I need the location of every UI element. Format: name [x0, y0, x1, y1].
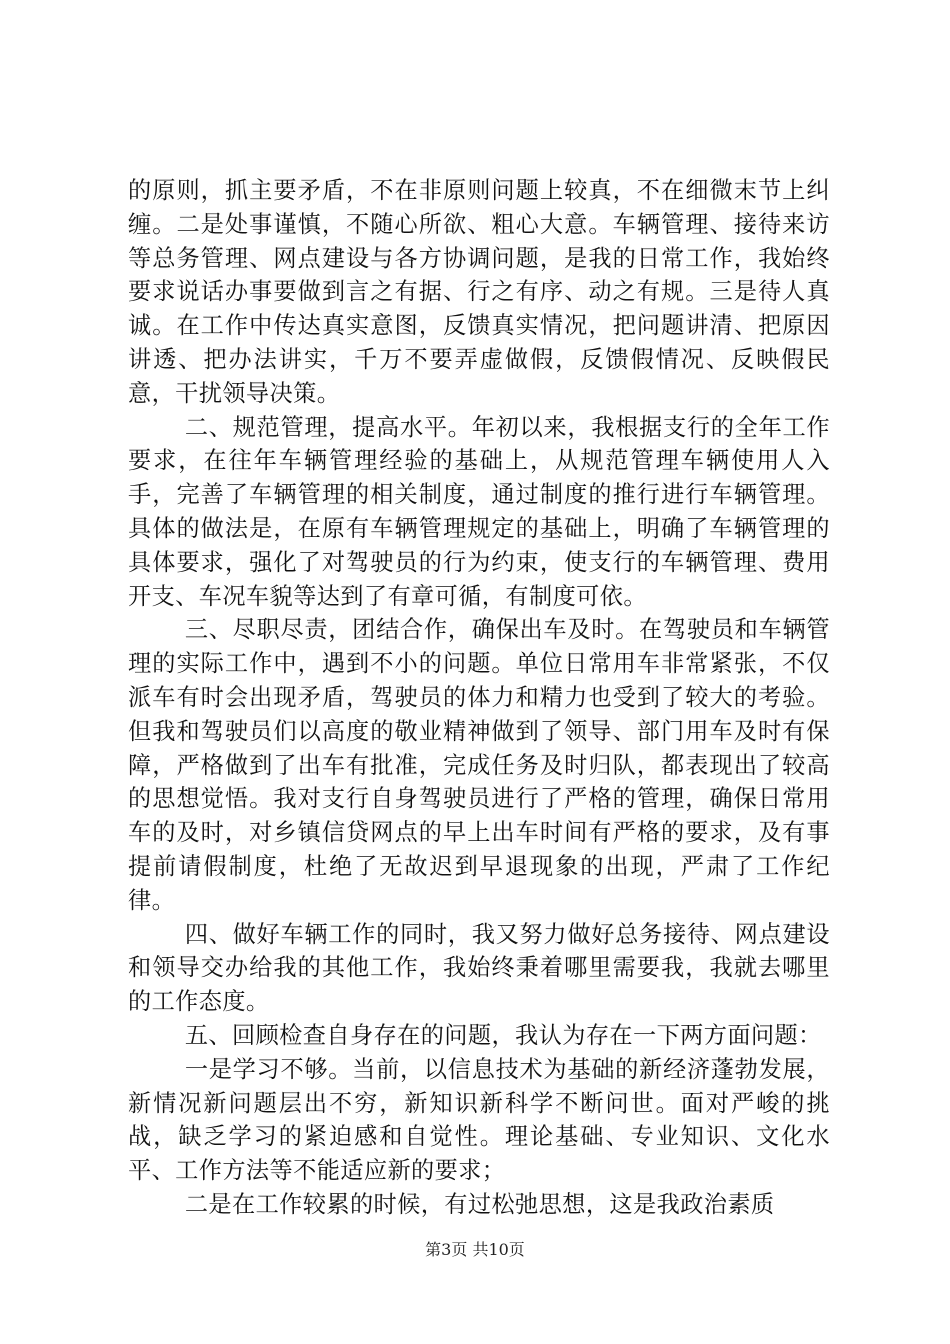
paragraph-6: 一是学习不够。当前，以信息技术为基础的新经济蓬勃发展，新情况新问题层出不穷，新知识新科学不断问世。面对严峻的挑战，缺乏学习的紧迫感和自觉性。理论基础、专业知识、文化水平、工作方法等不能适应新的要求；: [128, 1055, 830, 1185]
paragraph-1: 的原则，抓主要矛盾，不在非原则问题上较真，不在细微末节上纠缠。二是处事谨慎，不随心所欲、粗心大意。车辆管理、接待来访等总务管理、网点建设与各方协调问题，是我的日常工作，我始终要求说话办事要做到言之有据、行之有序、动之有规。三是待人真诚。在工作中传达真实意图，反馈真实情况，把问题讲清、把原因讲透、把办法讲实，千万不要弄虚做假，反馈假情况、反映假民意，干扰领导决策。: [128, 177, 830, 407]
paragraph-3: 三、尽职尽责，团结合作，确保出车及时。在驾驶员和车辆管理的实际工作中，遇到不小的问题。单位日常用车非常紧张，不仅派车有时会出现矛盾，驾驶员的体力和精力也受到了较大的考验。但我和驾驶员们以高度的敬业精神做到了领导、部门用车及时有保障，严格做到了出车有批准，完成任务及时归队，都表现出了较高的思想觉悟。我对支行自身驾驶员进行了严格的管理，确保日常用车的及时，对乡镇信贷网点的早上出车时间有严格的要求，及有事提前请假制度，杜绝了无故迟到早退现象的出现，严肃了工作纪律。: [128, 616, 830, 914]
page-number-label: 第3页 共10页: [425, 1240, 525, 1259]
paragraph-4: 四、做好车辆工作的同时，我又努力做好总务接待、网点建设和领导交办给我的其他工作，我始终秉着哪里需要我，我就去哪里的工作态度。: [128, 920, 830, 1016]
document-body: [128, 174, 830, 1222]
paragraph-7: 二是在工作较累的时候，有过松弛思想，这是我政治素质: [184, 1190, 775, 1218]
paragraph-2: 二、规范管理，提高水平。年初以来，我根据支行的全年工作要求，在往年车辆管理经验的基础上，从规范管理车辆使用人入手，完善了车辆管理的相关制度，通过制度的推行进行车辆管理。具体的做法是，在原有车辆管理规定的基础上，明确了车辆管理的具体要求，强化了对驾驶员的行为约束，使支行的车辆管理、费用开支、车况车貌等达到了有章可循，有制度可依。: [128, 413, 830, 610]
page-footer: [0, 1240, 950, 1260]
paragraph-5: 五、回顾检查自身存在的问题，我认为存在一下两方面问题：: [184, 1021, 822, 1049]
